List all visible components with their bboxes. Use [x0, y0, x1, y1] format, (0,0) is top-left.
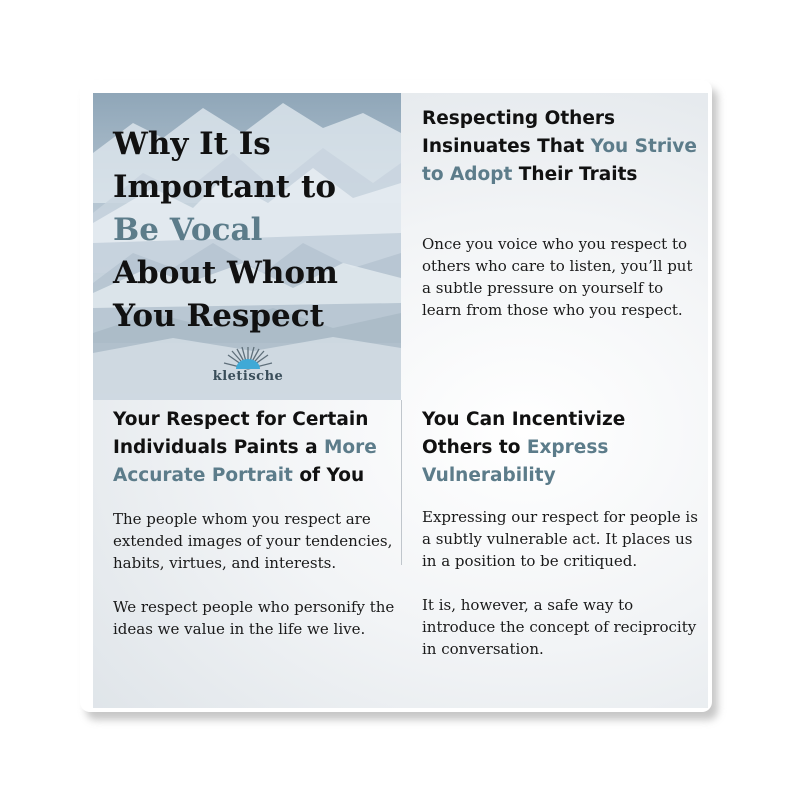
section-bottom-right	[422, 406, 702, 660]
section-top-right	[422, 105, 702, 321]
hero-title-line: About Whom	[113, 255, 338, 291]
heading-text: Their Traits	[512, 164, 638, 185]
heading-text: Your Respect for Certain Individuals Paints a	[113, 409, 369, 458]
hero-title-line: Important to	[113, 169, 337, 205]
heading-accent: Express Vulnerability	[422, 437, 609, 486]
section-heading	[422, 406, 702, 490]
hero-title-accent: Be Vocal	[113, 212, 263, 248]
section-paragraph: Once you voice who you respect to others who care to listen, you’ll put a subtle pressure on yourself to learn from those who you respect.	[422, 235, 693, 319]
hero-title-line: You Respect	[113, 298, 324, 334]
column-divider	[401, 400, 402, 565]
hero-title-line: Why It Is	[113, 126, 271, 162]
section-paragraph: Expressing our respect for people is a subtly vulnerable act. It places us in a position to be critiqued.	[422, 508, 698, 570]
heading-text: of You	[292, 465, 365, 486]
hero-title	[113, 123, 393, 338]
hero-panel	[93, 93, 401, 400]
heading-accent: You Strive to Adopt	[422, 136, 697, 185]
section-paragraph: We respect people who personify the ideas we value in the life we live.	[113, 598, 395, 638]
brand-logo-text: kletische	[212, 369, 284, 384]
section-bottom-left	[113, 406, 398, 640]
heading-accent: More Accurate Portrait	[113, 437, 377, 486]
infographic-card	[93, 93, 708, 708]
section-paragraph: The people whom you respect are extended images of your tendencies, habits, virtues, and interests.	[113, 510, 393, 572]
heading-text: Respecting Others Insinuates That	[422, 108, 616, 157]
heading-text: You Can Incentivize Others to	[422, 409, 626, 458]
section-heading	[422, 105, 702, 189]
brand-logo	[208, 343, 288, 388]
section-heading	[113, 406, 398, 490]
section-paragraph: It is, however, a safe way to introduce the concept of reciprocity in conversation.	[422, 596, 697, 658]
